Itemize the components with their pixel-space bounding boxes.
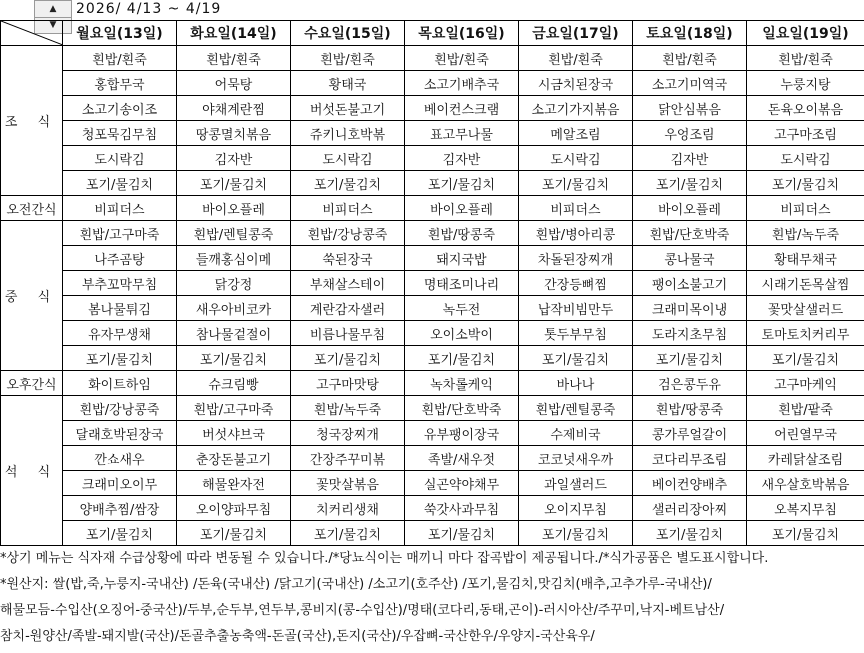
menu-cell: 오이지무침	[519, 496, 633, 521]
menu-cell: 흰밥/팥죽	[747, 396, 864, 421]
snack-cell: 화이트하임	[63, 371, 177, 396]
day-header: 목요일(16일)	[405, 21, 519, 46]
menu-cell: 양배추찜/쌈장	[63, 496, 177, 521]
menu-cell: 베이컨양배추	[633, 471, 747, 496]
dinner-row	[1, 421, 864, 446]
lunch-row	[1, 296, 864, 321]
menu-cell: 부채살스테이	[291, 271, 405, 296]
menu-cell: 수제비국	[519, 421, 633, 446]
menu-cell: 쥬키니호박볶	[291, 121, 405, 146]
menu-cell: 나주곰탕	[63, 246, 177, 271]
menu-cell: 비름나물무침	[291, 321, 405, 346]
menu-cell: 표고무나물	[405, 121, 519, 146]
menu-cell: 카레닭살조림	[747, 446, 864, 471]
menu-cell: 팽이소불고기	[633, 271, 747, 296]
menu-cell: 흰밥/흰죽	[405, 46, 519, 71]
menu-cell: 크래미오이무	[63, 471, 177, 496]
snack-cell: 비피더스	[519, 196, 633, 221]
triangle-up-icon: ▲	[49, 4, 57, 14]
menu-cell: 누룽지탕	[747, 71, 864, 96]
menu-cell: 꽃맛살샐러드	[747, 296, 864, 321]
header-corner-cell	[1, 21, 63, 46]
menu-cell: 꽃맛살볶음	[291, 471, 405, 496]
menu-cell: 코코넛새우까	[519, 446, 633, 471]
menu-cell: 소고기미역국	[633, 71, 747, 96]
menu-cell: 홍합무국	[63, 71, 177, 96]
date-range: 2026/ 4/13 ~ 4/19	[76, 1, 222, 17]
dinner-label: 석 식	[1, 396, 63, 546]
menu-cell: 포기/물김치	[291, 171, 405, 196]
menu-cell: 흰밥/병아리콩	[519, 221, 633, 246]
menu-cell: 어린열무국	[747, 421, 864, 446]
day-header: 수요일(15일)	[291, 21, 405, 46]
snack-cell: 바나나	[519, 371, 633, 396]
menu-cell: 크래미목이냉	[633, 296, 747, 321]
menu-cell: 포기/물김치	[177, 346, 291, 371]
dinner-row	[1, 496, 864, 521]
menu-cell: 포기/물김치	[519, 521, 633, 546]
morning-snack-row	[1, 196, 864, 221]
menu-cell: 간장주꾸미볶	[291, 446, 405, 471]
menu-cell: 명태조미나리	[405, 271, 519, 296]
menu-cell: 들깨홍심이메	[177, 246, 291, 271]
snack-cell: 바이오플레	[405, 196, 519, 221]
menu-cell: 과일샐러드	[519, 471, 633, 496]
menu-cell: 포기/물김치	[633, 521, 747, 546]
lunch-row	[1, 221, 864, 246]
menu-cell: 포기/물김치	[519, 171, 633, 196]
note-line: 해물모듬-수입산(오징어-중국산)/두부,순두부,연두부,콩비지(콩-수입산)/명태(코다리,동태,곤이)-러시아산/주꾸미,낙지-베트남산/	[0, 603, 725, 618]
menu-cell: 계란감자샐러	[291, 296, 405, 321]
menu-cell: 실곤약야채무	[405, 471, 519, 496]
day-header: 화요일(14일)	[177, 21, 291, 46]
snack-cell: 슈크림빵	[177, 371, 291, 396]
menu-cell: 흰밥/흰죽	[633, 46, 747, 71]
breakfast-row	[1, 121, 864, 146]
day-header-row	[1, 21, 864, 46]
menu-cell: 치커리생채	[291, 496, 405, 521]
menu-cell: 시금치된장국	[519, 71, 633, 96]
menu-cell: 포기/물김치	[747, 521, 864, 546]
menu-cell: 포기/물김치	[405, 171, 519, 196]
menu-cell: 소고기송이조	[63, 96, 177, 121]
breakfast-row	[1, 171, 864, 196]
menu-cell: 흰밥/흰죽	[747, 46, 864, 71]
menu-cell: 버섯샤브국	[177, 421, 291, 446]
menu-cell: 야채계란찜	[177, 96, 291, 121]
menu-cell: 샐러리장아찌	[633, 496, 747, 521]
menu-cell: 포기/물김치	[63, 521, 177, 546]
snack-cell: 고구마케익	[747, 371, 864, 396]
snack-cell: 바이오플레	[633, 196, 747, 221]
menu-cell: 흰밥/렌틸콩죽	[177, 221, 291, 246]
triangle-down-icon: ▼	[49, 20, 57, 30]
diagonal-line-icon	[1, 21, 63, 45]
snack-cell: 비피더스	[747, 196, 864, 221]
menu-cell: 봄나물튀김	[63, 296, 177, 321]
menu-cell: 녹두전	[405, 296, 519, 321]
day-header: 월요일(13일)	[63, 21, 177, 46]
menu-cell: 청국장찌개	[291, 421, 405, 446]
menu-cell: 흰밥/땅콩죽	[633, 396, 747, 421]
menu-cell: 메알조림	[519, 121, 633, 146]
menu-cell: 쑥된장국	[291, 246, 405, 271]
menu-cell: 포기/물김치	[747, 171, 864, 196]
menu-cell: 흰밥/흰죽	[63, 46, 177, 71]
day-header: 일요일(19일)	[747, 21, 864, 46]
menu-cell: 새우아비코카	[177, 296, 291, 321]
menu-cell: 김자반	[633, 146, 747, 171]
menu-cell: 우엉조림	[633, 121, 747, 146]
menu-cell: 춘장돈불고기	[177, 446, 291, 471]
menu-cell: 황태무채국	[747, 246, 864, 271]
menu-cell: 어묵탕	[177, 71, 291, 96]
breakfast-row	[1, 146, 864, 171]
snack-cell: 비피더스	[63, 196, 177, 221]
menu-cell: 고구마조림	[747, 121, 864, 146]
menu-cell: 돼지국밥	[405, 246, 519, 271]
lunch-row	[1, 321, 864, 346]
menu-cell: 포기/물김치	[291, 521, 405, 546]
menu-cell: 참나물겉절이	[177, 321, 291, 346]
menu-cell: 닭안심볶음	[633, 96, 747, 121]
menu-cell: 오이소박이	[405, 321, 519, 346]
snack-cell: 바이오플레	[177, 196, 291, 221]
menu-cell: 흰밥/땅콩죽	[405, 221, 519, 246]
menu-cell: 족발/새우젓	[405, 446, 519, 471]
menu-cell: 새우살호박볶음	[747, 471, 864, 496]
menu-cell: 포기/물김치	[633, 346, 747, 371]
menu-cell: 납작비빔만두	[519, 296, 633, 321]
menu-cell: 흰밥/강낭콩죽	[63, 396, 177, 421]
lunch-label: 중 식	[1, 221, 63, 371]
menu-cell: 유자무생채	[63, 321, 177, 346]
lunch-row	[1, 346, 864, 371]
afternoon-snack-row	[1, 371, 864, 396]
menu-cell: 흰밥/흰죽	[519, 46, 633, 71]
menu-cell: 포기/물김치	[747, 346, 864, 371]
menu-cell: 유부팽이장국	[405, 421, 519, 446]
menu-cell: 차돌된장찌개	[519, 246, 633, 271]
breakfast-row	[1, 46, 864, 71]
menu-cell: 흰밥/단호박죽	[633, 221, 747, 246]
menu-cell: 코다리무조림	[633, 446, 747, 471]
breakfast-row	[1, 96, 864, 121]
breakfast-label: 조 식	[1, 46, 63, 196]
menu-cell: 포기/물김치	[405, 521, 519, 546]
menu-cell: 달래호박된장국	[63, 421, 177, 446]
menu-cell: 톳두부무침	[519, 321, 633, 346]
menu-cell: 흰밥/강낭콩죽	[291, 221, 405, 246]
lunch-row	[1, 271, 864, 296]
menu-cell: 토마토치커리무	[747, 321, 864, 346]
lunch-row	[1, 246, 864, 271]
menu-cell: 닭강정	[177, 271, 291, 296]
breakfast-row	[1, 71, 864, 96]
menu-cell: 포기/물김치	[63, 171, 177, 196]
menu-cell: 도시락김	[63, 146, 177, 171]
menu-cell: 포기/물김치	[63, 346, 177, 371]
snack-cell: 검은콩두유	[633, 371, 747, 396]
menu-cell: 청포묵김무침	[63, 121, 177, 146]
menu-cell: 흰밥/고구마죽	[63, 221, 177, 246]
menu-cell: 시래기돈목살찜	[747, 271, 864, 296]
menu-cell: 도시락김	[291, 146, 405, 171]
menu-cell: 흰밥/흰죽	[291, 46, 405, 71]
menu-cell: 포기/물김치	[633, 171, 747, 196]
day-header: 금요일(17일)	[519, 21, 633, 46]
day-header: 토요일(18일)	[633, 21, 747, 46]
snack-cell: 고구마맛탕	[291, 371, 405, 396]
menu-cell: 베이컨스크램	[405, 96, 519, 121]
dinner-row	[1, 471, 864, 496]
menu-cell: 부추꼬막무침	[63, 271, 177, 296]
menu-cell: 해물완자전	[177, 471, 291, 496]
menu-cell: 김자반	[177, 146, 291, 171]
snack-cell: 비피더스	[291, 196, 405, 221]
menu-cell: 포기/물김치	[177, 171, 291, 196]
menu-cell: 흰밥/고구마죽	[177, 396, 291, 421]
spinner-up-button[interactable]	[35, 1, 71, 18]
menu-cell: 버섯돈불고기	[291, 96, 405, 121]
menu-cell: 김자반	[405, 146, 519, 171]
menu-cell: 황태국	[291, 71, 405, 96]
menu-cell: 흰밥/녹두죽	[291, 396, 405, 421]
menu-cell: 포기/물김치	[177, 521, 291, 546]
menu-cell: 오이양파무침	[177, 496, 291, 521]
menu-cell: 콩나물국	[633, 246, 747, 271]
menu-cell: 간장등뼈찜	[519, 271, 633, 296]
dinner-row	[1, 521, 864, 546]
menu-cell: 흰밥/녹두죽	[747, 221, 864, 246]
menu-cell: 흰밥/렌틸콩죽	[519, 396, 633, 421]
menu-cell: 도시락김	[747, 146, 864, 171]
note-line: *원산지: 쌀(밥,죽,누룽지-국내산) /돈육(국내산) /닭고기(국내산) /소고기(호주산) /포기,물김치,맛김치(배추,고추가루-국내산)/	[0, 577, 712, 592]
menu-cell: 포기/물김치	[405, 346, 519, 371]
menu-cell: 흰밥/단호박죽	[405, 396, 519, 421]
menu-cell: 흰밥/흰죽	[177, 46, 291, 71]
afternoon-snack-label: 오후간식	[1, 371, 63, 396]
menu-cell: 땅콩멸치볶음	[177, 121, 291, 146]
note-line: *상기 메뉴는 식자재 수급상황에 따라 변동될 수 있습니다./*당뇨식이는 매끼니 마다 잡곡밥이 제공됩니다./*식가공품은 별도표시합니다.	[0, 551, 769, 566]
menu-cell: 돈육오이볶음	[747, 96, 864, 121]
snack-cell: 녹차롤케익	[405, 371, 519, 396]
dinner-row	[1, 396, 864, 421]
menu-cell: 도시락김	[519, 146, 633, 171]
menu-cell: 쑥갓사과무침	[405, 496, 519, 521]
menu-cell: 도라지초무침	[633, 321, 747, 346]
notes-section	[0, 546, 864, 650]
note-line: 참치-원양산/족발-돼지발(국산)/돈골추출농축액-돈골(국산),돈지(국산)/우잡뼈-국산한우/우양지-국산육우/	[0, 629, 595, 644]
menu-cell: 포기/물김치	[291, 346, 405, 371]
menu-cell: 깐쇼새우	[63, 446, 177, 471]
menu-cell: 콩가루얼갈이	[633, 421, 747, 446]
menu-cell: 소고기배추국	[405, 71, 519, 96]
menu-cell: 오복지무침	[747, 496, 864, 521]
weekly-menu-table	[0, 20, 864, 546]
menu-cell: 포기/물김치	[519, 346, 633, 371]
menu-cell: 소고기가지볶음	[519, 96, 633, 121]
dinner-row	[1, 446, 864, 471]
morning-snack-label: 오전간식	[1, 196, 63, 221]
